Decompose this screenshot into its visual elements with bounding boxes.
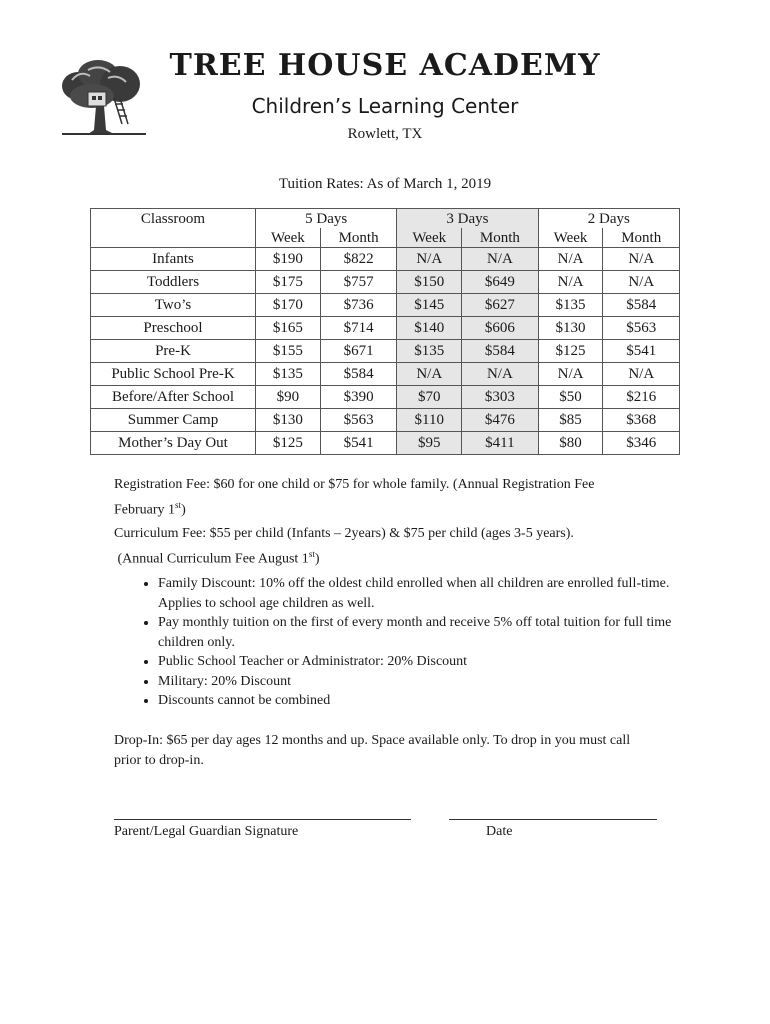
rate-cell: $368	[603, 409, 680, 432]
page-title: TREE HOUSE ACADEMY	[169, 48, 601, 83]
rate-cell: $125	[256, 432, 321, 455]
group-header-2days: 2 Days	[538, 209, 679, 229]
classroom-header-spacer	[91, 228, 256, 248]
rate-cell: N/A	[538, 363, 603, 386]
rate-cell: $584	[462, 340, 538, 363]
rate-cell: $541	[320, 432, 396, 455]
discount-list	[114, 574, 698, 711]
rate-cell: N/A	[603, 271, 680, 294]
rate-cell: $671	[320, 340, 396, 363]
subheader-cell: Month	[603, 228, 680, 248]
rate-cell: $140	[397, 317, 462, 340]
location: Rowlett, TX	[347, 126, 423, 142]
subheader-cell: Month	[462, 228, 538, 248]
subheader-cell: Week	[538, 228, 603, 248]
classroom-cell: Infants	[91, 248, 256, 271]
table-sub-header	[91, 228, 680, 248]
rate-cell: N/A	[462, 363, 538, 386]
table-row	[91, 271, 680, 294]
date-label: Date	[486, 824, 513, 839]
rate-cell: $110	[397, 409, 462, 432]
rate-cell: $150	[397, 271, 462, 294]
list-item: • Military: 20% Discount	[158, 672, 698, 692]
signature-line[interactable]	[114, 819, 411, 820]
rate-cell: $130	[538, 317, 603, 340]
subheader-cell: Week	[256, 228, 321, 248]
classroom-cell: Summer Camp	[91, 409, 256, 432]
table-row	[91, 386, 680, 409]
drop-in-info: Drop-In: $65 per day ages 12 months and up. Space available only. To drop in you must call prior to drop-in.	[114, 733, 631, 768]
table-row	[91, 294, 680, 317]
rate-cell: N/A	[538, 248, 603, 271]
rate-cell: $165	[256, 317, 321, 340]
table-body	[91, 248, 680, 455]
rate-cell: $303	[462, 386, 538, 409]
list-item: • Public School Teacher or Administrator: 20% Discount	[158, 652, 698, 672]
classroom-cell: Pre-K	[91, 340, 256, 363]
rate-cell: $563	[603, 317, 680, 340]
table-row	[91, 317, 680, 340]
rate-cell: $85	[538, 409, 603, 432]
rate-cell: N/A	[462, 248, 538, 271]
table-row	[91, 432, 680, 455]
rate-cell: $346	[603, 432, 680, 455]
rate-cell: N/A	[538, 271, 603, 294]
rates-heading: Tuition Rates: As of March 1, 2019	[278, 176, 492, 192]
rate-cell: N/A	[397, 248, 462, 271]
table-group-header	[91, 209, 680, 229]
rate-cell: $190	[256, 248, 321, 271]
rate-cell: $736	[320, 294, 396, 317]
rate-cell: $541	[603, 340, 680, 363]
subheader-cell: Week	[397, 228, 462, 248]
group-header-5days: 5 Days	[256, 209, 397, 229]
page-subtitle: Children’s Learning Center	[251, 94, 519, 118]
rate-cell: $627	[462, 294, 538, 317]
rate-cell: $584	[320, 363, 396, 386]
classroom-cell: Mother’s Day Out	[91, 432, 256, 455]
rate-cell: $563	[320, 409, 396, 432]
group-header-3days: 3 Days	[397, 209, 538, 229]
subheader-cell: Month	[320, 228, 396, 248]
rate-cell: N/A	[603, 363, 680, 386]
rate-cell: $135	[538, 294, 603, 317]
curriculum-fee: Curriculum Fee: $55 per child (Infants – 2years) & $75 per child (ages 3-5 years). (Annual Curriculum Fee August 1st)	[114, 526, 574, 567]
rate-cell: $584	[603, 294, 680, 317]
registration-fee: Registration Fee: $60 for one child or $75 for whole family. (Annual Registration Fee February 1st)	[114, 477, 595, 518]
rate-cell: $714	[320, 317, 396, 340]
classroom-cell: Before/After School	[91, 386, 256, 409]
rate-cell: $411	[462, 432, 538, 455]
table-row	[91, 409, 680, 432]
rate-cell: $822	[320, 248, 396, 271]
table-row	[91, 363, 680, 386]
rate-cell: $125	[538, 340, 603, 363]
rate-cell: N/A	[397, 363, 462, 386]
rate-cell: $135	[256, 363, 321, 386]
rate-cell: $606	[462, 317, 538, 340]
rate-cell: N/A	[603, 248, 680, 271]
table-row	[91, 248, 680, 271]
rate-cell: $50	[538, 386, 603, 409]
list-item: • Family Discount: 10% off the oldest child enrolled when all children are enrolled full-time. Applies to school age children as well.	[158, 574, 698, 613]
rate-cell: $90	[256, 386, 321, 409]
rate-cell: $170	[256, 294, 321, 317]
classroom-cell: Public School Pre-K	[91, 363, 256, 386]
rate-cell: $175	[256, 271, 321, 294]
classroom-cell: Two’s	[91, 294, 256, 317]
rate-cell: $70	[397, 386, 462, 409]
rate-cell: $80	[538, 432, 603, 455]
rate-cell: $216	[603, 386, 680, 409]
rate-cell: $390	[320, 386, 396, 409]
rate-cell: $145	[397, 294, 462, 317]
signature-label: Parent/Legal Guardian Signature	[114, 824, 299, 839]
rate-cell: $95	[397, 432, 462, 455]
rate-cell: $649	[462, 271, 538, 294]
classroom-header: Classroom	[91, 209, 256, 229]
rate-cell: $135	[397, 340, 462, 363]
classroom-cell: Preschool	[91, 317, 256, 340]
list-item: • Discounts cannot be combined	[158, 691, 698, 711]
table-row	[91, 340, 680, 363]
rate-cell: $155	[256, 340, 321, 363]
rate-cell: $476	[462, 409, 538, 432]
classroom-cell: Toddlers	[91, 271, 256, 294]
rate-cell: $130	[256, 409, 321, 432]
list-item: • Pay monthly tuition on the first of every month and receive 5% off total tuition for full time children only.	[158, 613, 698, 652]
tuition-table	[90, 208, 680, 455]
date-line[interactable]	[449, 819, 657, 820]
rate-cell: $757	[320, 271, 396, 294]
